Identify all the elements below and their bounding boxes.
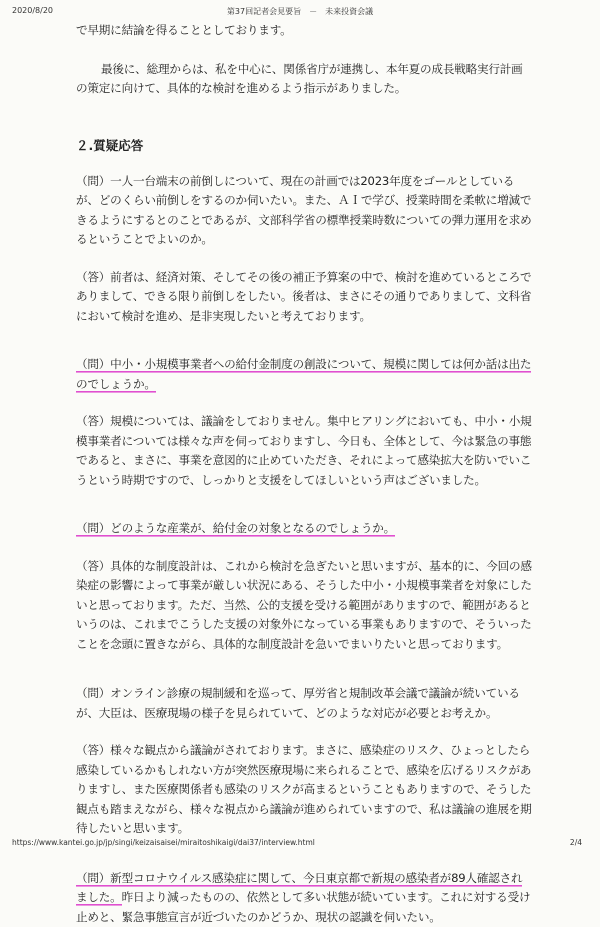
question-5-rest: 昨日より減ったものの、依然として多い状態が続いています。これに対する受け止めと、緊急事態宣言が近づいたのかどうか、現状の認識を伺いたい。 bbox=[76, 890, 530, 924]
document-body bbox=[76, 21, 532, 927]
page-number: 2/4 bbox=[570, 838, 582, 847]
question-2-highlight: （問）中小・小規模事業者への給付金制度の創設について、規模に関しては何か話は出たのでしょうか。 bbox=[76, 357, 531, 393]
answer-1: （答）前者は、経済対策、そしてその後の補正予算案の中で、検討を進めているところでありまして、できる限り前倒しをしたい。後者は、まさにその通りでありまして、文科省において検討を進め、是非実現したいと考えております。 bbox=[76, 268, 532, 327]
footer-url: https://www.kantei.go.jp/jp/singi/keizaisaisei/miraitoshikaigi/dai37/interview.html bbox=[12, 838, 315, 847]
summary-paragraph: 最後に、総理からは、私を中心に、関係省庁が連携し、本年夏の成長戦略実行計画の策定に向けて、具体的な検討を進めるよう指示がありました。 bbox=[76, 60, 532, 99]
question-3 bbox=[76, 519, 532, 539]
print-date: 2020/8/20 bbox=[12, 6, 53, 15]
question-1: （問）一人一台端末の前倒しについて、現在の計画では2023年度をゴールとしているが、どのくらい前倒しをするのか伺いたい。また、ＡＩで学び、授業時間を柔軟に増減できるようにするとのことであるが、文部科学省の標準授業時数についての弾力運用を求めるということでよいのか。 bbox=[76, 172, 532, 250]
page-header-title: 第37回記者会見要旨 － 未来投資会議 bbox=[0, 6, 600, 17]
question-4: （問）オンライン診療の規制緩和を巡って、厚労省と規制改革会議で議論が続いているが、大臣は、医療現場の様子を見られていて、どのような対応が必要とお考えか。 bbox=[76, 684, 532, 723]
answer-4: （答）様々な観点から議論がされております。まさに、感染症のリスク、ひょっとしたら感染しているかもしれない方が突然医療現場に来られることで、感染を広げるリスクがありますし、また医療関係者も感染のリスクが高まるということもありますので、そうした観点も踏まえながら、様々な視点から議論が進められていますので、私は議論の進展を期待したいと思います。 bbox=[76, 741, 532, 839]
intro-tail-paragraph: で早期に結論を得ることとしております。 bbox=[76, 21, 532, 41]
question-3-highlight: （問）どのような産業が、給付金の対象となるのでしょうか。 bbox=[76, 521, 395, 537]
question-5-highlight: （問）新型コロナウイルス感染症に関して、今日東京都で新規の感染者が89人確認されました。 bbox=[76, 871, 522, 907]
question-2 bbox=[76, 355, 532, 394]
answer-3: （答）具体的な制度設計は、これから検討を急ぎたいと思いますが、基本的に、今回の感染症の影響によって事業が厳しい状況にある、そうした中小・小規模事業者を対象にしたいと思っております。ただ、当然、公的支援を受ける範囲がありますので、範囲があるというのは、これまでこうした支援の対象外になっている事業もありますので、そういったことを念頭に置きながら、具体的な制度設計を急いでまいりたいと思っております。 bbox=[76, 557, 532, 655]
section-title: ２.質疑応答 bbox=[76, 136, 532, 154]
question-5 bbox=[76, 869, 532, 927]
answer-2: （答）規模については、議論をしておりません。集中ヒアリングにおいても、中小・小規模事業者については様々な声を伺っておりますし、今日も、全体として、今は緊急の事態であると、まさに、事業を意図的に止めていただき、それによって感染拡大を防いでいこうという時期ですので、しっかりと支援をしてほしいという声はございました。 bbox=[76, 412, 532, 490]
